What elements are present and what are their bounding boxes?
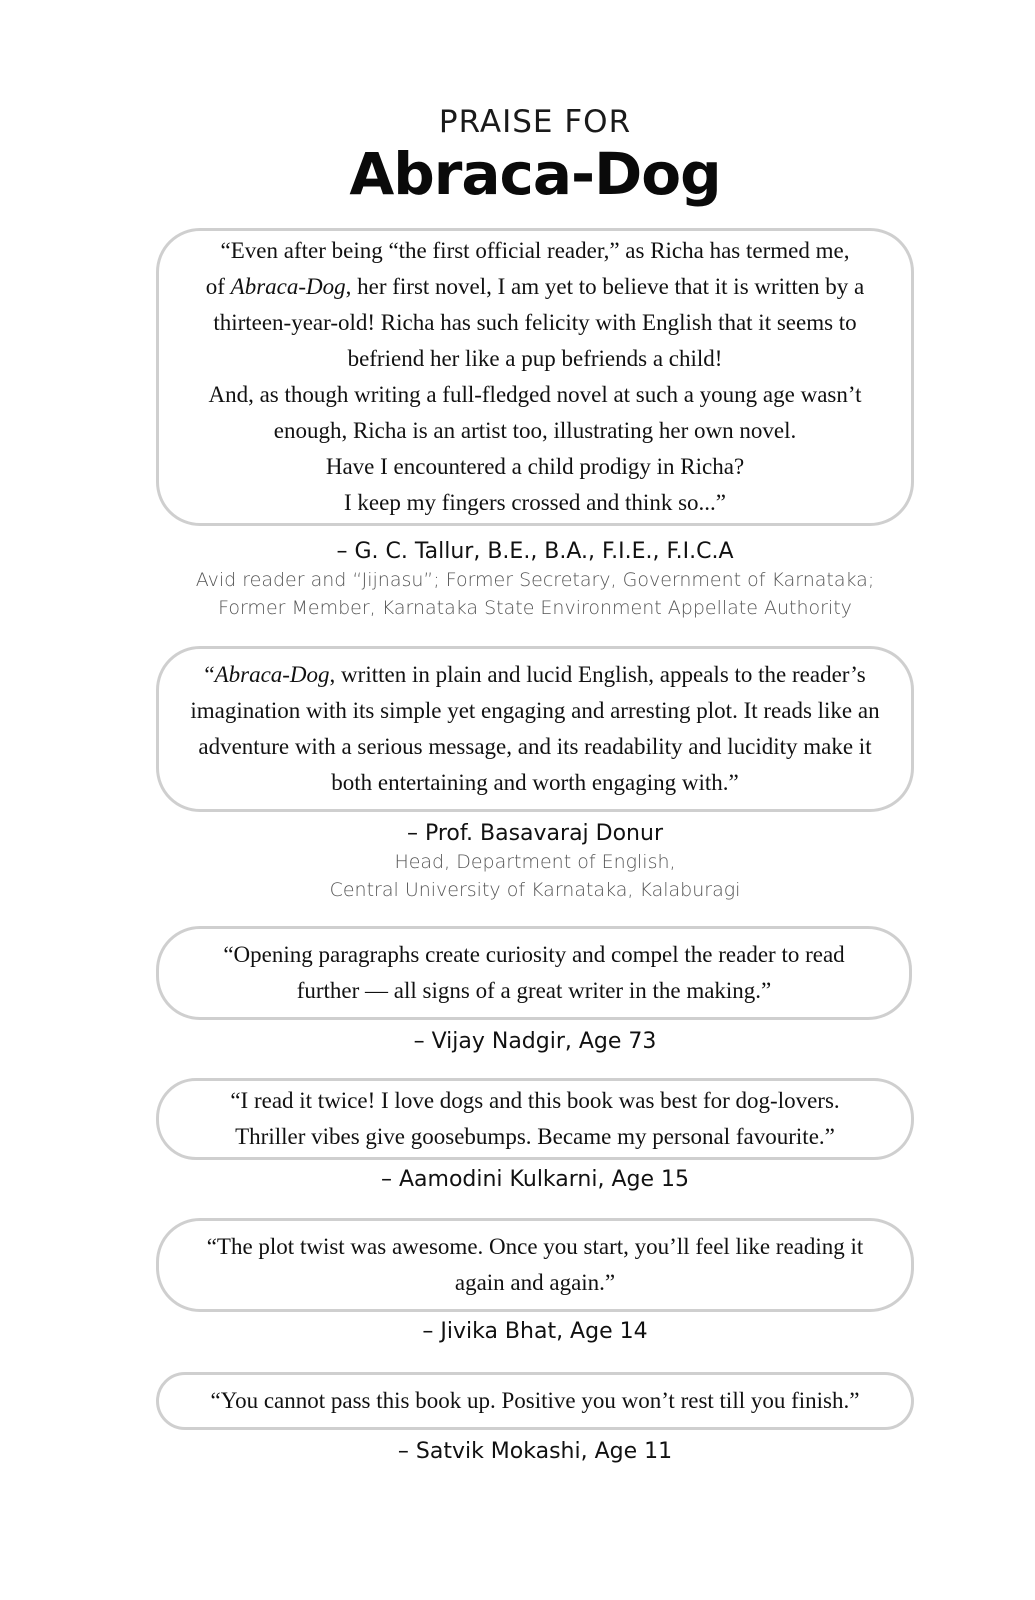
review-box (156, 926, 912, 1020)
praise-heading: PRAISE FOR (438, 104, 632, 140)
book-title-italic: Abraca-Dog (230, 274, 346, 299)
review-box (156, 1372, 914, 1430)
reviewer-title: Central University of Karnataka, Kalaburagi (329, 879, 741, 901)
review-line: further — all signs of a great writer in the making.” (296, 978, 772, 1003)
book-title-italic: Abraca-Dog (214, 662, 330, 687)
reviewer-name: – Prof. Basavaraj Donur (406, 821, 663, 846)
review-line: “Abraca-Dog, written in plain and lucid English, appeals to the reader’s (204, 662, 866, 687)
review-line: “Opening paragraphs create curiosity and compel the reader to read (223, 942, 845, 967)
reviewer-name: – Vijay Nadgir, Age 73 (413, 1029, 657, 1054)
review-line: Thriller vibes give goosebumps. Became my personal favourite.” (235, 1124, 835, 1149)
reviewer-name: – Satvik Mokashi, Age 11 (397, 1439, 673, 1464)
reviewer-title: Avid reader and “Jijnasu”; Former Secretary, Government of Karnataka; (195, 569, 875, 591)
review-attribution (0, 1028, 1035, 1056)
review-line: “I read it twice! I love dogs and this book was best for dog-lovers. (230, 1088, 840, 1113)
review-box (156, 228, 914, 526)
review-line: enough, Richa is an artist too, illustrating her own novel. (273, 418, 797, 443)
review-line: thirteen-year-old! Richa has such felicity with English that it seems to (213, 310, 857, 335)
review-attribution (0, 538, 1035, 622)
review-line: And, as though writing a full-fledged novel at such a young age wasn’t (208, 382, 862, 407)
reviewer-name: – Aamodini Kulkarni, Age 15 (381, 1167, 689, 1192)
review-line: “You cannot pass this book up. Positive you won’t rest till you finish.” (210, 1388, 860, 1413)
review-box (156, 646, 914, 812)
review-box (156, 1218, 914, 1312)
review-line: imagination with its simple yet engaging and arresting plot. It reads like an (190, 698, 880, 723)
reviewer-title: Former Member, Karnataka State Environment Appellate Authority (218, 597, 852, 619)
review-line: I keep my fingers crossed and think so...” (344, 490, 726, 515)
review-line: “The plot twist was awesome. Once you start, you’ll feel like reading it (206, 1234, 864, 1259)
review-line: Have I encountered a child prodigy in Richa? (325, 454, 745, 479)
review-attribution (0, 820, 1035, 904)
review-line: befriend her like a pup befriends a child! (347, 346, 723, 371)
reviewer-name: – G. C. Tallur, B.E., B.A., F.I.E., F.I.C.A (336, 539, 734, 564)
reviewer-name: – Jivika Bhat, Age 14 (422, 1319, 648, 1344)
review-box (156, 1078, 914, 1160)
review-attribution (0, 1166, 1035, 1194)
reviewer-title: Head, Department of English, (394, 851, 676, 873)
review-attribution (0, 1438, 1035, 1466)
review-attribution (0, 1318, 1035, 1346)
review-line: both entertaining and worth engaging with.” (331, 770, 739, 795)
review-line: again and again.” (454, 1270, 616, 1295)
book-title: Abraca-Dog (349, 140, 721, 208)
review-line: adventure with a serious message, and its readability and lucidity make it (198, 734, 872, 759)
review-line: “Even after being “the first official reader,” as Richa has termed me, (220, 238, 850, 263)
review-line: of Abraca-Dog, her first novel, I am yet to believe that it is written by a (205, 274, 865, 299)
